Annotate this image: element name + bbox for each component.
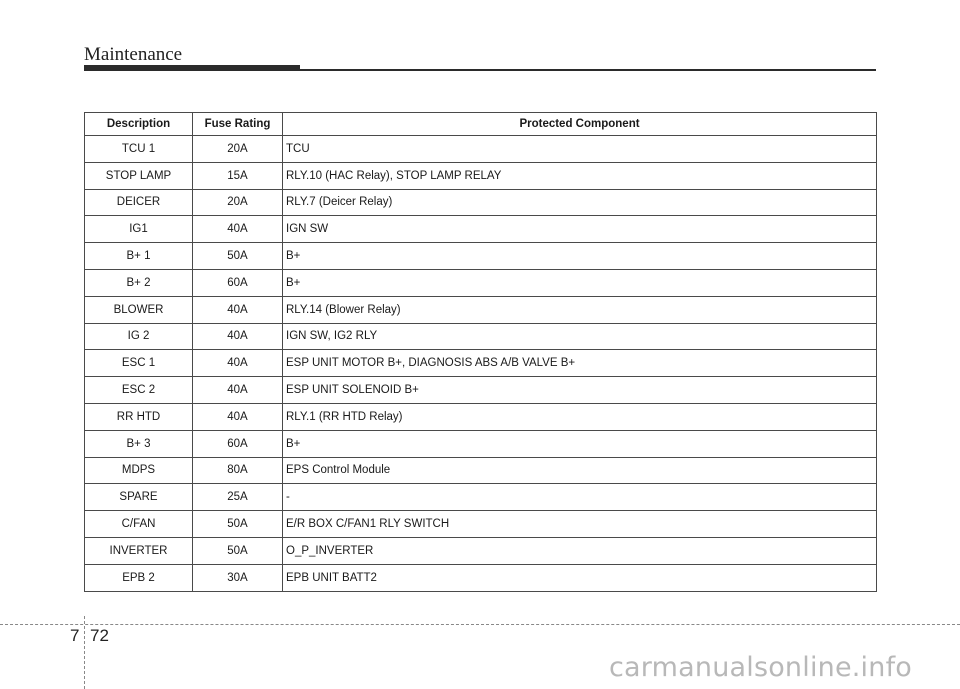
table-row — [85, 564, 877, 591]
cell-description: IG 2 — [85, 323, 193, 350]
cell-protected-component: RLY.7 (Deicer Relay) — [283, 189, 877, 216]
header-fuse-rating: Fuse Rating — [193, 113, 283, 136]
table-row — [85, 350, 877, 377]
cell-description: C/FAN — [85, 511, 193, 538]
cell-fuse-rating: 30A — [193, 564, 283, 591]
cell-protected-component: ESP UNIT SOLENOID B+ — [283, 377, 877, 404]
footer-dashed-rule — [0, 624, 960, 625]
cell-description: EPB 2 — [85, 564, 193, 591]
section-title: Maintenance — [84, 44, 183, 65]
cell-fuse-rating: 40A — [193, 323, 283, 350]
table-row — [85, 189, 877, 216]
header-description: Description — [85, 113, 193, 136]
cell-protected-component: TCU — [283, 136, 877, 163]
cell-description: BLOWER — [85, 296, 193, 323]
table-row — [85, 243, 877, 270]
cell-description: ESC 2 — [85, 377, 193, 404]
cell-fuse-rating: 80A — [193, 457, 283, 484]
header-rule-thin — [300, 69, 876, 71]
cell-protected-component: EPB UNIT BATT2 — [283, 564, 877, 591]
table-row — [85, 136, 877, 163]
cell-description: B+ 1 — [85, 243, 193, 270]
cell-fuse-rating: 40A — [193, 403, 283, 430]
cell-fuse-rating: 15A — [193, 162, 283, 189]
cell-fuse-rating: 40A — [193, 216, 283, 243]
table-row — [85, 457, 877, 484]
cell-description: INVERTER — [85, 537, 193, 564]
cell-protected-component: E/R BOX C/FAN1 RLY SWITCH — [283, 511, 877, 538]
cell-fuse-rating: 50A — [193, 243, 283, 270]
cell-fuse-rating: 60A — [193, 430, 283, 457]
page-number: 72 — [90, 626, 109, 645]
table-row — [85, 537, 877, 564]
cell-protected-component: B+ — [283, 430, 877, 457]
header-rule-thick — [84, 65, 300, 71]
cell-protected-component: - — [283, 484, 877, 511]
cell-fuse-rating: 25A — [193, 484, 283, 511]
cell-fuse-rating: 50A — [193, 511, 283, 538]
cell-fuse-rating: 40A — [193, 377, 283, 404]
cell-protected-component: RLY.10 (HAC Relay), STOP LAMP RELAY — [283, 162, 877, 189]
cell-description: IG1 — [85, 216, 193, 243]
cell-protected-component: ESP UNIT MOTOR B+, DIAGNOSIS ABS A/B VALVE B+ — [283, 350, 877, 377]
cell-fuse-rating: 40A — [193, 350, 283, 377]
cell-description: TCU 1 — [85, 136, 193, 163]
cell-fuse-rating: 50A — [193, 537, 283, 564]
table-row — [85, 377, 877, 404]
cell-fuse-rating: 40A — [193, 296, 283, 323]
cell-description: STOP LAMP — [85, 162, 193, 189]
cell-protected-component: B+ — [283, 269, 877, 296]
cell-fuse-rating: 60A — [193, 269, 283, 296]
cell-description: MDPS — [85, 457, 193, 484]
chapter-number: 7 — [70, 626, 80, 645]
cell-fuse-rating: 20A — [193, 136, 283, 163]
table-row — [85, 484, 877, 511]
table-row — [85, 162, 877, 189]
cell-fuse-rating: 20A — [193, 189, 283, 216]
cell-description: SPARE — [85, 484, 193, 511]
cell-protected-component: EPS Control Module — [283, 457, 877, 484]
table-header-row — [85, 113, 877, 136]
table-row — [85, 216, 877, 243]
cell-protected-component: IGN SW — [283, 216, 877, 243]
table-row — [85, 296, 877, 323]
cell-description: RR HTD — [85, 403, 193, 430]
table-row — [85, 511, 877, 538]
table-row — [85, 430, 877, 457]
table-row — [85, 269, 877, 296]
footer-dashed-vertical — [84, 616, 85, 689]
table-row — [85, 403, 877, 430]
header-protected-component: Protected Component — [283, 113, 877, 136]
table-row — [85, 323, 877, 350]
fuse-table — [84, 112, 877, 592]
cell-protected-component: O_P_INVERTER — [283, 537, 877, 564]
table-body — [85, 136, 877, 592]
cell-protected-component: RLY.1 (RR HTD Relay) — [283, 403, 877, 430]
cell-protected-component: IGN SW, IG2 RLY — [283, 323, 877, 350]
cell-description: ESC 1 — [85, 350, 193, 377]
watermark: carmanualsonline.info — [609, 652, 912, 683]
cell-description: B+ 2 — [85, 269, 193, 296]
cell-description: DEICER — [85, 189, 193, 216]
cell-protected-component: RLY.14 (Blower Relay) — [283, 296, 877, 323]
cell-description: B+ 3 — [85, 430, 193, 457]
cell-protected-component: B+ — [283, 243, 877, 270]
